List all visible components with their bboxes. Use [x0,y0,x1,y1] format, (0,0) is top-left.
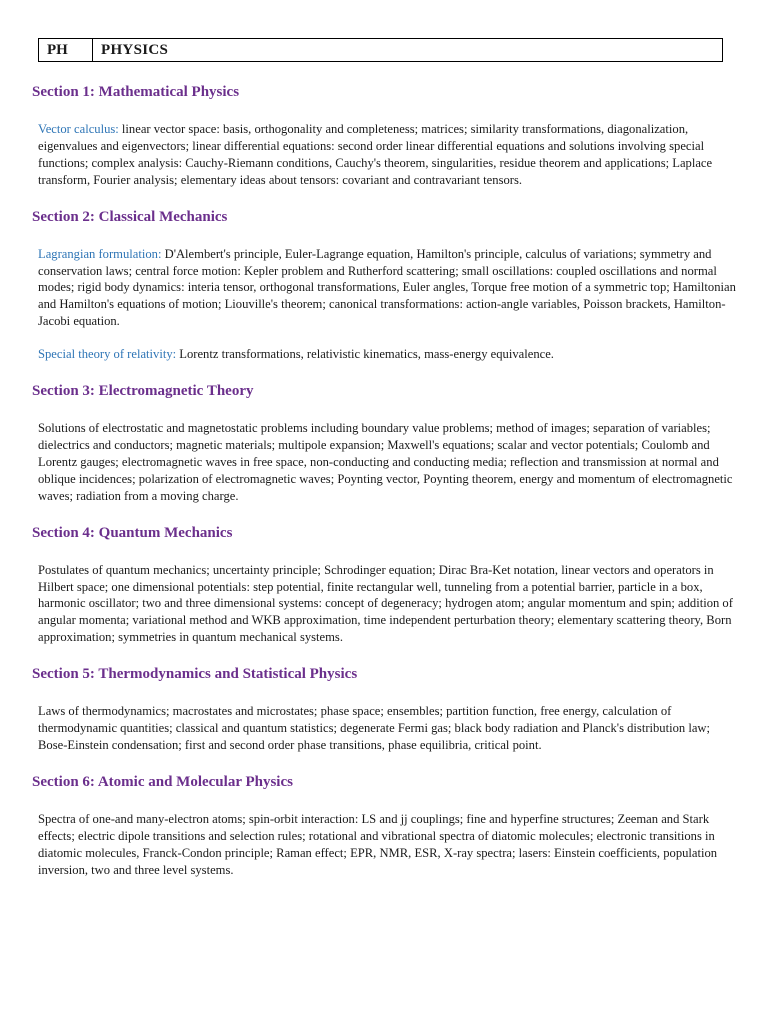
section-5-paragraph-1: Laws of thermodynamics; macrostates and microstates; phase space; ensembles; partition function, free energy, calculation of thermodynamic quantities; classical and quantum statistics; degenerate Fermi gas; black body radiation and Planck's distribution law; Bose-Einstein condensation; first and second order phase transitions, phase equilibria, critical point. [38,704,711,752]
section-2-paragraph-2-text: Lorentz transformations, relativistic kinematics, mass-energy equivalence. [176,347,554,362]
section-5-title: Section 5: Thermodynamics and Statistical Physics [32,666,358,683]
section-2-title: Section 2: Classical Mechanics [32,208,228,225]
section-2-paragraph-2-lead: Special theory of relativity: [38,347,177,362]
section-2-paragraph-2 [32,346,740,363]
section-2-paragraph-1-text: D'Alembert's principle, Euler-Lagrange equation, Hamilton's principle, calculus of variations; symmetry and conservation laws; central force motion: Kepler problem and Rutherford scattering; small oscillations: coupled oscillations and normal modes; rigid body dynamics: interia tensor, orthogonal transformations, Euler angles, Torque free motion of a symmetric top; Hamiltonian and Hamilton's equations of motion; Liouville's theorem; canonical transformations: action-angle variables, Poisson brackets, Hamilton-Jacobi equation. [38,246,736,329]
section-3-paragraph-1: Solutions of electrostatic and magnetostatic problems including boundary value problems; method of images; separation of variables; dielectrics and conductors; magnetic materials; multipole expansion; Maxwell's equations; scalar and vector potentials; Coulomb and Lorentz gauges; electromagnetic waves in free space, non-conducting and conducting media; reflection and transmission at normal and oblique incidences; polarization of electromagnetic waves; Poynting vector, Poynting theorem, energy and momentum of electromagnetic waves; radiation from a moving charge. [38,421,733,503]
subject-code: PH [39,39,93,61]
subject-title: PHYSICS [101,42,169,58]
section-4-paragraph-1: Postulates of quantum mechanics; uncertainty principle; Schrodinger equation; Dirac Bra-Ket notation, linear vectors and operators in Hilbert space; one dimensional potentials: step potential, finite rectangular well, tunneling from a potential barrier, particle in a box, harmonic oscillator; two and three dimensional systems: concept of degeneracy; hydrogen atom; angular momentum and spin; addition of angular momenta; variational method and WKB approximation, time independent perturbation theory; elementary scattering theory, Born approximation; symmetries in quantum mechanical systems. [38,562,733,645]
section-6-paragraph-1: Spectra of one-and many-electron atoms; spin-orbit interaction: LS and jj couplings; fine and hyperfine structures; Zeeman and Stark effects; electric dipole transitions and selection rules; rotational and vibrational spectra of diatomic molecules; electronic transitions in diatomic molecules, Franck-Condon principle; Raman effect; EPR, NMR, ESR, X-ray spectra; lasers: Einstein coefficients, population inversion, two and three level systems. [38,811,718,877]
section-2-paragraph-1-lead: Lagrangian formulation: [38,246,162,261]
section-1-title: Section 1: Mathematical Physics [32,84,240,100]
section-6-title: Section 6: Atomic and Molecular Physics [32,773,293,790]
section-3-title: Section 3: Electromagnetic Theory [32,383,254,400]
syllabus-content [32,80,740,878]
section-4-title: Section 4: Quantum Mechanics [32,524,233,541]
section-2-paragraph-1 [32,246,740,331]
section-1-paragraph-1 [32,121,740,189]
section-1-paragraph-1-text: linear vector space: basis, orthogonality and completeness; matrices; similarity transformations, diagonalization, eigenvalues and eigenvectors; linear differential equations: second order linear differential equations and solutions involving special functions; complex analysis: Cauchy-Riemann conditions, Cauchy's theorem, singularities, residue theorem and applications; Laplace transform, Fourier analysis; elementary ideas about tensors: covariant and contravariant tensors. [38,122,713,187]
subject-header [38,38,723,62]
section-1-paragraph-1-lead: Vector calculus: [38,122,119,136]
